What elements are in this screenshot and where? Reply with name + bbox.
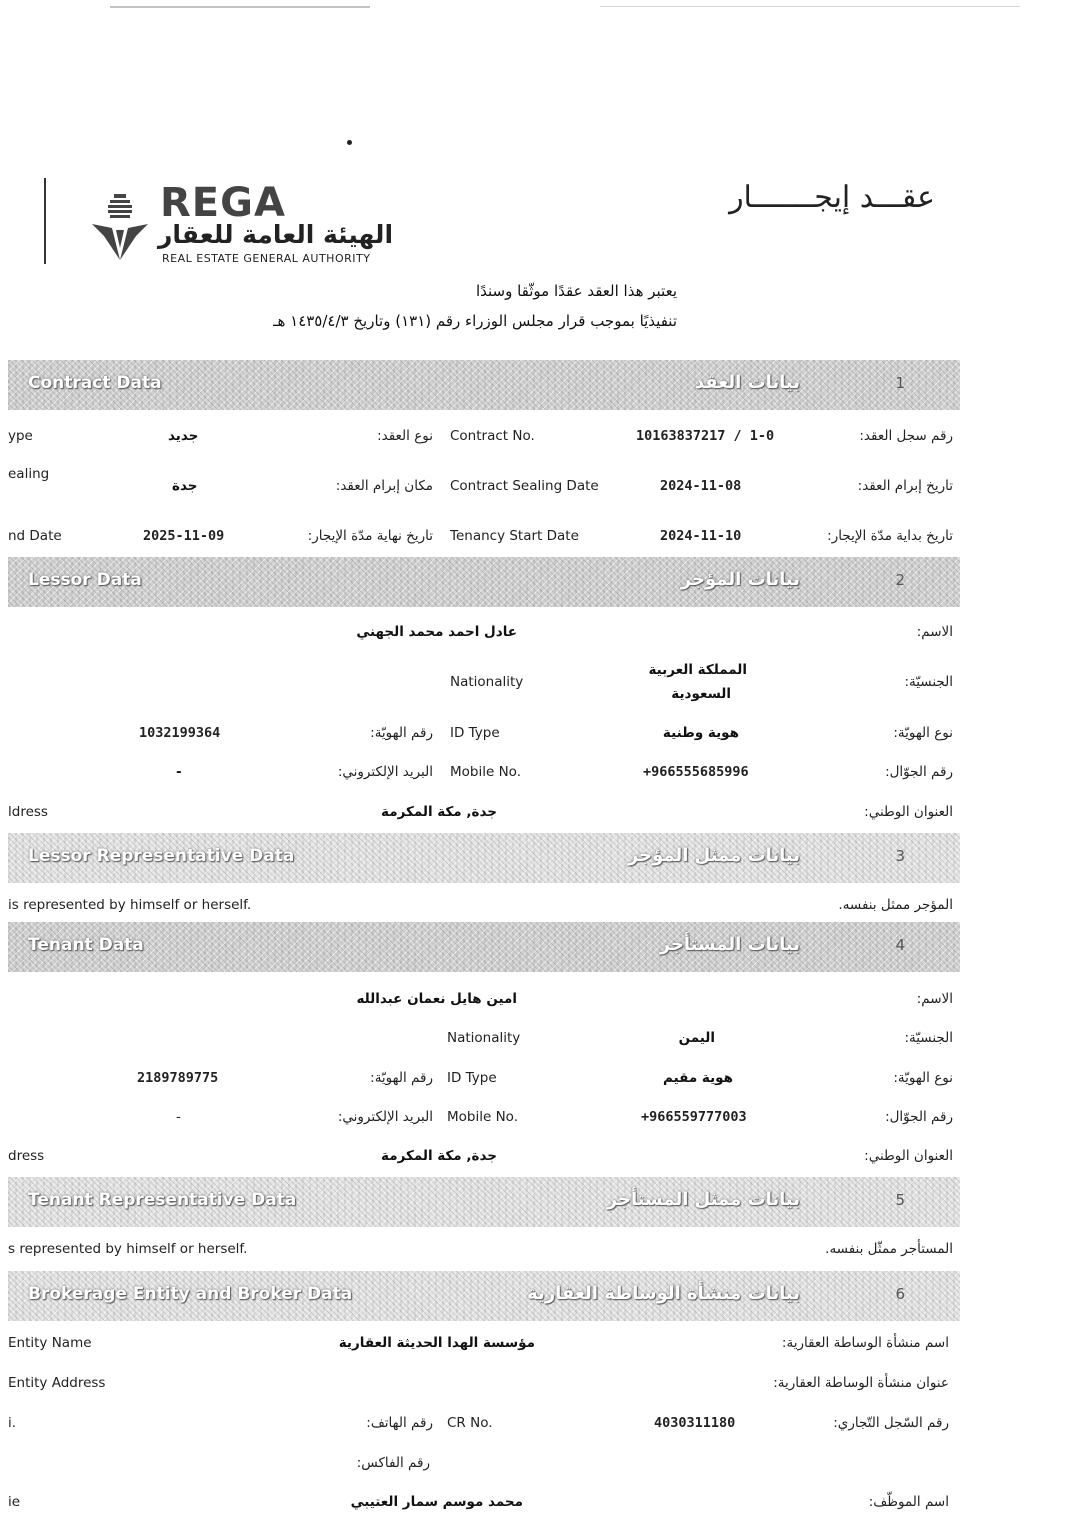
tenant-name-label-ar: الاسم: — [916, 991, 953, 1007]
lessor-nationality-value-line1: المملكة العربية — [648, 662, 747, 678]
sealing-date-value: 2024-11-08 — [660, 478, 742, 494]
intro-line-1: يعتبر هذا العقد عقدًا موثّقا وسندًا — [475, 282, 677, 300]
cr-no-label-ar: رقم السّجل التّجاري: — [833, 1415, 949, 1431]
tenant-mobile-label-ar: رقم الجوّال: — [885, 1109, 953, 1125]
lessor-nationality-value-line2: السعودية — [671, 686, 731, 702]
lessor-rep-text-en: is represented by himself or herself. — [8, 897, 252, 913]
tenant-id-type-label-en: ID Type — [447, 1070, 497, 1086]
end-date-label-ar: تاريخ نهاية مدّة الإيجار: — [307, 528, 433, 544]
entity-name-label-ar: اسم منشأة الوساطة العقارية: — [781, 1335, 949, 1351]
lessor-email-label-ar: البريد الإلكتروني: — [337, 764, 433, 780]
rega-logo — [90, 180, 400, 270]
tenant-email-label-ar: البريد الإلكتروني: — [337, 1109, 433, 1125]
tenant-address-label-ar: العنوان الوطني: — [864, 1148, 953, 1164]
lessor-rep-text-ar: المؤجر ممثل بنفسه. — [838, 897, 953, 913]
tenant-address-value: جدة, مكة المكرمة — [381, 1148, 497, 1164]
employee-label-en: ie — [8, 1494, 21, 1510]
lessor-mobile-value: +966555685996 — [643, 764, 749, 780]
phone-label-en: i. — [8, 1415, 17, 1431]
logo-arabic-name: الهيئة العامة للعقار — [158, 220, 394, 249]
lessor-nationality-label-ar: الجنسيّة: — [904, 674, 953, 690]
intro-line-2: تنفيذيًا بموجب قرار مجلس الوزراء رقم (١٣١) وتاريخ ١٤٣٥/٤/٣ هـ — [273, 312, 677, 330]
tenant-address-label-en: dress — [8, 1148, 45, 1164]
logo-wordmark: REGA — [160, 180, 286, 226]
contract-type-label-ar: نوع العقد: — [377, 428, 433, 444]
sealing-date-label-ar: تاريخ إبرام العقد: — [857, 478, 953, 494]
tenant-name-value: امين هايل نعمان عبدالله — [356, 991, 517, 1007]
lessor-nationality-label-en: Nationality — [450, 674, 524, 690]
end-date-value: 2025-11-09 — [143, 528, 225, 544]
start-date-value: 2024-11-10 — [660, 528, 742, 544]
lessor-id-type-label-ar: نوع الهويّة: — [893, 725, 953, 741]
rega-emblem-icon — [90, 190, 150, 270]
lessor-name-label-ar: الاسم: — [916, 624, 953, 640]
lessor-mobile-label-en: Mobile No. — [450, 764, 521, 780]
lessor-email-value: - — [176, 764, 182, 780]
cr-no-value: 4030311180 — [654, 1415, 736, 1431]
tenant-rep-text-en: s represented by himself or herself. — [8, 1241, 248, 1257]
tenant-nationality-label-en: Nationality — [447, 1030, 521, 1046]
sealing-place-value: جدة — [172, 478, 198, 494]
tenant-nationality-label-ar: الجنسيّة: — [904, 1030, 953, 1046]
end-date-label-en: nd Date — [8, 528, 62, 544]
tenant-id-no-label-ar: رقم الهويّة: — [370, 1070, 433, 1086]
contract-no-label-ar: رقم سجل العقد: — [859, 428, 953, 444]
lessor-mobile-label-ar: رقم الجوّال: — [885, 764, 953, 780]
tenant-mobile-label-en: Mobile No. — [447, 1109, 518, 1125]
logo-english-name: REAL ESTATE GENERAL AUTHORITY — [162, 252, 371, 265]
contract-type-value: جديد — [168, 428, 199, 444]
lessor-id-no-value: 1032199364 — [139, 725, 221, 741]
cr-no-label-en: CR No. — [447, 1415, 493, 1431]
document-title: عقـــد إيجـــــــار — [729, 180, 935, 215]
employee-name-value: محمد موسم سمار العتيبي — [350, 1494, 523, 1510]
lessor-id-type-value: هوية وطنية — [662, 725, 739, 741]
sealing-place-label-ar: مكان إبرام العقد: — [335, 478, 433, 494]
phone-label-ar: رقم الهاتف: — [366, 1415, 433, 1431]
tenant-id-type-label-ar: نوع الهويّة: — [893, 1070, 953, 1086]
fax-label-ar: رقم الفاكس: — [356, 1455, 430, 1471]
contract-type-label-en: ype — [8, 428, 33, 444]
lessor-address-label-en: ldress — [8, 804, 48, 820]
lessor-address-value: جدة, مكة المكرمة — [381, 804, 497, 820]
tenant-nationality-value: اليمن — [678, 1030, 715, 1046]
start-date-label-ar: تاريخ بداية مدّة الإيجار: — [827, 528, 953, 544]
contract-no-value: 10163837217 / 1-0 — [636, 428, 775, 444]
lessor-name-value: عادل احمد محمد الجهني — [356, 624, 517, 640]
employee-label-ar: اسم الموظّف: — [868, 1494, 949, 1510]
lessor-address-label-ar: العنوان الوطني: — [864, 804, 953, 820]
section-header-lessor: Lessor Data بيانات المؤجر 2 — [8, 557, 960, 607]
section-header-contract: Contract Data بيانات العقد 1 — [8, 360, 960, 410]
tenant-email-value: - — [176, 1109, 181, 1125]
entity-name-value: مؤسسة الهدا الحديثة العقارية — [338, 1335, 535, 1351]
section-header-tenant-representative: Tenant Representative Data بيانات ممثل المستأجر 5 — [8, 1177, 960, 1227]
sealing-date-label-en: Contract Sealing Date — [450, 478, 599, 494]
section-header-brokerage: Brokerage Entity and Broker Data بيانات منشأة الوساطة العقارية 6 — [8, 1271, 960, 1321]
tenant-id-type-value: هوية مقيم — [663, 1070, 733, 1086]
lessor-id-type-label-en: ID Type — [450, 725, 500, 741]
entity-address-label-en: Entity Address — [8, 1375, 106, 1391]
entity-name-label-en: Entity Name — [8, 1335, 92, 1351]
scan-dot — [347, 140, 352, 145]
contract-no-label-en: Contract No. — [450, 428, 535, 444]
scan-artifact — [110, 6, 370, 8]
page-margin-line — [44, 178, 46, 264]
sealing-place-label-en: ealing — [8, 466, 50, 482]
lessor-id-no-label-ar: رقم الهويّة: — [370, 725, 433, 741]
entity-address-label-ar: عنوان منشأة الوساطة العقارية: — [773, 1375, 949, 1391]
scan-artifact — [600, 6, 1020, 7]
section-header-tenant: Tenant Data بيانات المستأجر 4 — [8, 922, 960, 972]
tenant-id-no-value: 2189789775 — [137, 1070, 219, 1086]
tenant-rep-text-ar: المستأجر ممثّل بنفسه. — [825, 1241, 953, 1257]
section-header-lessor-representative: Lessor Representative Data بيانات ممثل المؤجر 3 — [8, 833, 960, 883]
tenant-mobile-value: +966559777003 — [641, 1109, 747, 1125]
start-date-label-en: Tenancy Start Date — [450, 528, 579, 544]
